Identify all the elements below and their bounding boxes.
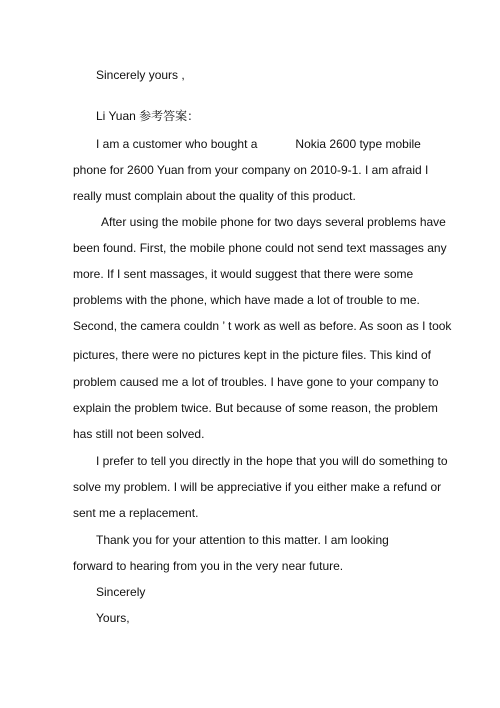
paragraph-3-line-2: solve my problem. I will be appreciative if you either make a refund or	[73, 480, 442, 494]
paragraph-2-line-7: problem caused me a lot of troubles. I have gone to your company to	[73, 375, 439, 389]
paragraph-1-line-1	[96, 136, 421, 152]
paragraph-3-line-1: I prefer to tell you directly in the hope that you will do something to	[96, 454, 448, 468]
paragraph-2-line-8: explain the problem twice. But because of some reason, the problem	[73, 401, 438, 415]
paragraph-1-line-1-part-b: Nokia 2600 type mobile	[295, 137, 421, 151]
paragraph-2-line-3: more. If I sent massages, it would suggest that there were some	[73, 267, 414, 281]
paragraph-4-line-1: Thank you for your attention to this matter. I am looking	[96, 533, 389, 547]
signoff-yours: Yours,	[96, 611, 130, 625]
closing-top: Sincerely yours ,	[96, 68, 185, 82]
paragraph-1-line-3: really must complain about the quality of this product.	[73, 189, 356, 203]
paragraph-2-line-6: pictures, there were no pictures kept in the picture files. This kind of	[73, 348, 431, 362]
paragraph-1-line-2: phone for 2600 Yuan from your company on 2010-9-1. I am afraid I	[73, 163, 429, 177]
paragraph-2-line-2: been found. First, the mobile phone could not send text massages any	[73, 241, 447, 255]
paragraph-1-line-1-part-a: I am a customer who bought a	[96, 137, 258, 151]
paragraph-2-line-1: After using the mobile phone for two days several problems have	[101, 215, 446, 229]
signoff-sincerely: Sincerely	[96, 585, 146, 599]
paragraph-2-line-4: problems with the phone, which have made a lot of trouble to me.	[73, 293, 420, 307]
paragraph-4-line-2: forward to hearing from you in the very near future.	[73, 559, 344, 573]
paragraph-3-line-3: sent me a replacement.	[73, 506, 199, 520]
paragraph-2-line-5: Second, the camera couldn ’ t work as well as before. As soon as I took	[73, 319, 452, 333]
answer-heading: Li Yuan 参考答案：	[96, 109, 200, 123]
paragraph-2-line-9: has still not been solved.	[73, 427, 205, 441]
